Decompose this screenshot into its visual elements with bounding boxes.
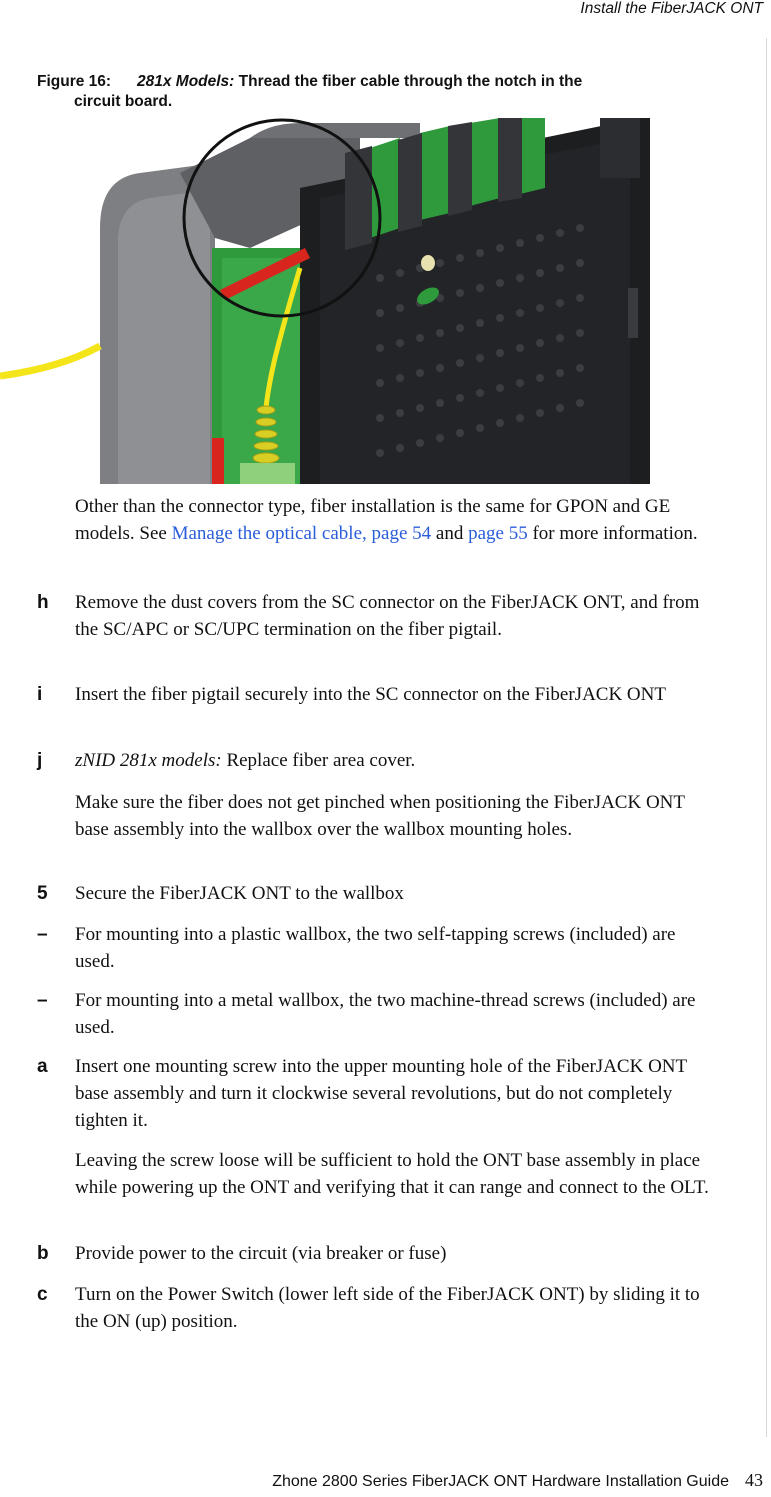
- running-header: Install the FiberJACK ONT: [580, 0, 763, 17]
- intro-text-end: for more information.: [527, 523, 698, 544]
- step-j-note: Make sure the fiber does not get pinched when positioning the FiberJACK ONT base assembly into the wallbox over the wallbox mounting holes.: [75, 792, 685, 840]
- dash-2-text: For mounting into a metal wallbox, the two machine-thread screws (included) are used.: [75, 990, 696, 1038]
- intro-paragraph: [75, 493, 715, 547]
- step-h-marker: h: [37, 592, 49, 613]
- figure-caption-line1: Thread the fiber cable through the notch in the: [238, 73, 583, 90]
- step-b-marker: b: [37, 1243, 49, 1264]
- figure-model: 281x Models:: [137, 73, 235, 90]
- intro-text-mid: and: [431, 523, 469, 544]
- step-a-marker: a: [37, 1056, 48, 1077]
- manage-optical-cable-link[interactable]: Manage the optical cable, page 54: [171, 523, 432, 544]
- step-c-marker: c: [37, 1284, 48, 1305]
- margin-rule: [766, 38, 767, 1437]
- step-j-body: Replace fiber area cover.: [221, 750, 416, 771]
- ont-fiber-illustration: [0, 118, 650, 484]
- step-i-text: Insert the fiber pigtail securely into the SC connector on the FiberJACK ONT: [75, 684, 666, 705]
- figure-caption-line2: circuit board.: [74, 93, 173, 110]
- step-j-marker: j: [37, 750, 43, 771]
- dash-1-text: For mounting into a plastic wallbox, the two self-tapping screws (included) are used.: [75, 924, 676, 972]
- page-55-link[interactable]: page 55: [468, 523, 528, 544]
- step-b-text: Provide power to the circuit (via breaker or fuse): [75, 1243, 447, 1264]
- step-5-text: Secure the FiberJACK ONT to the wallbox: [75, 883, 404, 904]
- figure-label: Figure 16:: [37, 73, 112, 90]
- step-h-text: Remove the dust covers from the SC connector on the FiberJACK ONT, and from the SC/APC or SC/UPC termination on the fiber pigtail.: [75, 592, 700, 640]
- guide-title: Zhone 2800 Series FiberJACK ONT Hardware Installation Guide: [272, 1473, 729, 1490]
- step-i-marker: i: [37, 684, 43, 705]
- step-j-model: zNID 281x models:: [75, 750, 222, 771]
- dash-1-marker: –: [37, 924, 48, 945]
- step-a-text: Insert one mounting screw into the upper mounting hole of the FiberJACK ONT base assembly and turn it clockwise several revolutions, but do not completely tighten it.: [75, 1056, 687, 1131]
- step-j-text: [75, 747, 715, 774]
- dash-2-marker: –: [37, 990, 48, 1011]
- step-a-note: Leaving the screw loose will be sufficient to hold the ONT base assembly in place while powering up the ONT and verifying that it can range and connect to the OLT.: [75, 1150, 709, 1198]
- step-c-text: Turn on the Power Switch (lower left side of the FiberJACK ONT) by sliding it to the ON (up) position.: [75, 1284, 700, 1332]
- step-5-marker: 5: [37, 883, 48, 904]
- figure-caption: [37, 72, 697, 112]
- intro-text: Other than the connector type, fiber installation is the same for GPON and GE models. See: [75, 496, 671, 544]
- page-number: 43: [745, 1470, 763, 1490]
- page-footer: [272, 1470, 763, 1491]
